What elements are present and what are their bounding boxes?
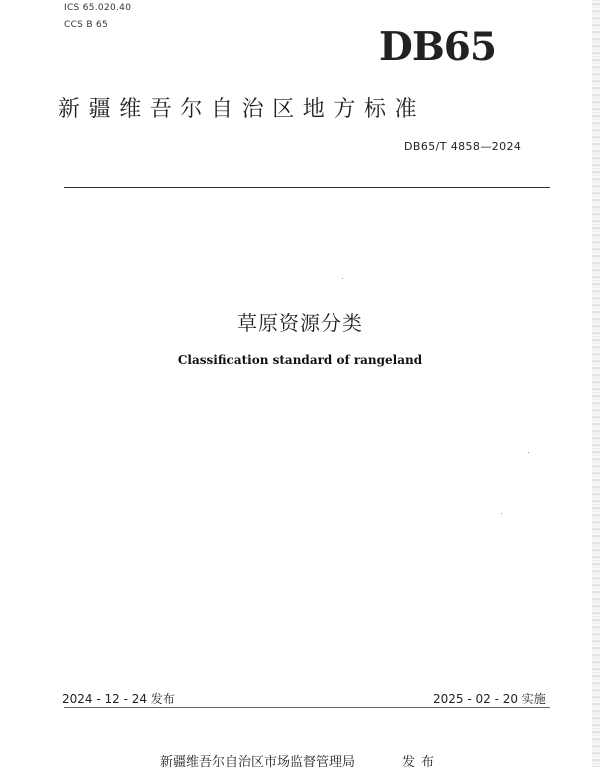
document-title-english: Classification standard of rangeland bbox=[177, 353, 423, 367]
issuing-authority-title: 新疆维吾尔自治区地方标准 bbox=[58, 97, 426, 122]
footer-divider bbox=[64, 707, 550, 708]
header-divider bbox=[64, 187, 550, 188]
document-title-chinese: 草原资源分类 bbox=[237, 311, 363, 335]
scan-speck bbox=[342, 278, 343, 279]
scan-edge-artifact bbox=[592, 0, 600, 767]
ccs-code: CCS B 65 bbox=[64, 20, 109, 30]
ics-code: ICS 65.020.40 bbox=[64, 3, 132, 13]
issue-date: 2024 - 12 - 24 发布 bbox=[62, 692, 175, 706]
publisher-name: 新疆维吾尔自治区市场监督管理局 bbox=[160, 755, 356, 770]
implementation-date: 2025 - 02 - 20 实施 bbox=[433, 692, 546, 706]
scan-speck bbox=[501, 513, 502, 514]
publish-label: 发布 bbox=[402, 755, 441, 770]
scan-speck bbox=[528, 452, 529, 453]
standard-number: DB65/T 4858—2024 bbox=[404, 140, 522, 153]
db65-logo: DB65 bbox=[379, 24, 497, 70]
